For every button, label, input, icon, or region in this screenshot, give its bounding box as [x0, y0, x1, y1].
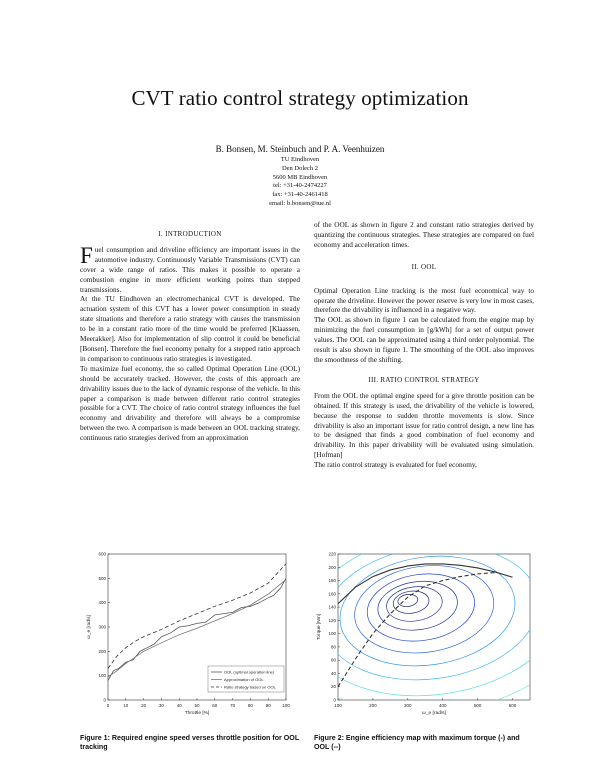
affiliation-line: email: b.bonsen@tue.nl	[269, 199, 331, 207]
x-tick-label: 80	[247, 703, 253, 708]
x-axis-label: ω_e [rad/s]	[422, 711, 446, 716]
legend-entry: OOL (optimal operation line)	[224, 669, 275, 675]
x-tick-label: 400	[438, 703, 447, 708]
y-tick-label: 20	[330, 684, 336, 690]
x-tick-label: 100	[282, 703, 290, 708]
y-tick-label: 60	[330, 657, 336, 663]
intro-paragraph: At the TU Eindhoven an electromechanical CVT is developed. The actuation system of this CVT has a lower power consumption in steady state situations and therefore a ratio strategy with causes the transmission to be in a constant ratio more of the time would be preferred [Klaassen, Meerakker]. Also for implementation of slip control it could be beneficial [Bonsen]. Therefore the fuel economy penalty for a stepped ratio approach in comparison to continuous ratio strategies is investigated.	[80, 295, 300, 363]
y-tick-label: 400	[98, 600, 106, 606]
left-column	[80, 230, 300, 444]
continued-paragraph: of the OOL as shown in figure 2 and constant ratio strategies derived by quantizing the continuous strategies. These strategies are compared on fuel economy and acceleration times.	[314, 221, 534, 249]
x-axis-label: Throttle [%]	[184, 711, 210, 716]
intro-paragraph	[80, 242, 300, 296]
drop-cap: F	[80, 242, 93, 268]
y-tick-label: 300	[98, 624, 106, 630]
figure-2-chart	[314, 548, 536, 724]
x-tick-label: 50	[194, 703, 200, 708]
x-tick-label: 600	[508, 703, 517, 708]
figure-1-chart	[84, 548, 296, 724]
x-tick-label: 20	[141, 703, 147, 708]
y-tick-label: 200	[98, 648, 106, 654]
y-tick-label: 160	[328, 591, 336, 597]
intro-paragraph: To maximize fuel economy, the so called Optimal Operation Line (OOL) should be accurately tracked. However, the costs of this approach are drivability issues due to the lack of dynamic response of the vehicle. In this paper a comparison is made between different ratio control strategies possible for a CVT. The choice of ratio control strategy influences the fuel economy and drivability and therefore will always be a compromise between the two. A comparison is made between an OOL tracking strategy, continuous ratio strategies derived from an approximation	[80, 364, 300, 443]
affiliation-line: tel: +31-40-2474227	[273, 182, 327, 190]
section-heading-ratio-control: III. RATIO CONTROL STRATEGY	[368, 375, 480, 384]
y-tick-label: 0	[103, 697, 106, 703]
affiliation-block	[0, 156, 600, 209]
affiliation-line: Den Dolech 2	[281, 164, 319, 172]
plot-frame	[338, 554, 530, 700]
x-tick-label: 70	[230, 703, 236, 708]
y-tick-label: 200	[328, 564, 336, 570]
y-tick-label: 100	[328, 631, 336, 637]
figure-2-caption: Figure 2: Engine efficiency map with maximum torque (-) and OOL (--)	[314, 734, 520, 751]
y-tick-label: 500	[98, 575, 106, 581]
affiliation-line: fax: +31-40-2461418	[272, 191, 328, 199]
ool-paragraph: The OOL as shown in figure 1 can be calculated from the engine map by minimizing the fuel consumption in [g/kWh] for a set of output power values. The OOL can be approximated using a third order polynomial. The result is also shown in figure 1. The smoothing of the OOL also improves the smoothness of the shifting.	[314, 316, 534, 364]
x-tick-label: 200	[369, 703, 377, 708]
y-tick-label: 100	[98, 673, 106, 679]
y-tick-label: 180	[328, 578, 336, 584]
ratio-paragraph: The ratio control strategy is evaluated for fuel economy,	[314, 461, 477, 470]
x-tick-label: 30	[158, 703, 164, 708]
x-tick-label: 300	[404, 703, 412, 708]
legend-entry: Approximation of OOL	[224, 677, 264, 683]
y-tick-label: 220	[328, 551, 336, 557]
paper-authors: B. Bonsen, M. Steinbuch and P. A. Veenhuizen	[215, 144, 385, 154]
intro-paragraph-text: uel consumption and driveline efficiency are important issues in the automotive industry. Continuously Variable Transmissions (CVT) can cover a wide range of ratios. This makes it possible to operate a combustion engine in more efficient working points than stepped transmissions.	[80, 245, 300, 294]
legend-entry: Ratio strategy based on OOL	[224, 684, 276, 690]
x-tick-label: 40	[176, 703, 182, 708]
y-tick-label: 40	[330, 670, 336, 676]
y-tick-label: 140	[328, 604, 336, 610]
affiliation-line: TU Eindhoven	[280, 156, 320, 163]
y-tick-label: 80	[330, 644, 336, 650]
section-heading-ool: II. OOL	[411, 262, 437, 271]
x-tick-label: 500	[473, 703, 482, 708]
paper-title: CVT ratio control strategy optimization	[131, 86, 469, 110]
x-tick-label: 10	[123, 703, 129, 708]
y-axis-label: ω_e [rad/s]	[87, 615, 92, 639]
figure-1-caption: Figure 1: Required engine speed verses throttle position for OOL tracking	[80, 734, 300, 751]
x-tick-label: 60	[212, 703, 218, 708]
y-axis-label: Torque [Nm]	[317, 613, 322, 641]
y-tick-label: 600	[98, 551, 106, 557]
x-tick-label: 100	[334, 703, 342, 708]
affiliation-line: 5600 MB Eindhoven	[272, 173, 328, 181]
y-tick-label: 120	[328, 617, 336, 623]
y-tick-label: 0	[333, 697, 336, 703]
ool-paragraph: Optimal Operation Line tracking is the most fuel economical way to operate the driveline. However the power reserve is very low in most cases, therefore the drivability is influenced in a negative way.	[314, 286, 534, 315]
section-heading-introduction: I. INTRODUCTION	[158, 230, 222, 238]
ratio-paragraph: From the OOL the optimal engine speed for a give throttle position can be obtained. If this strategy is used, the drivability of the vehicle is lowered, because the response to sudden throttle movements is slow. Since drivability is also an important issue for ratio control design, a new line has to be designed that finds a good combination of fuel economy and drivability. In this paper drivability will be evaluated using simulation.[Hofman]	[314, 391, 534, 460]
x-tick-label: 0	[106, 703, 110, 708]
x-tick-label: 90	[265, 703, 271, 708]
right-column	[314, 221, 534, 471]
